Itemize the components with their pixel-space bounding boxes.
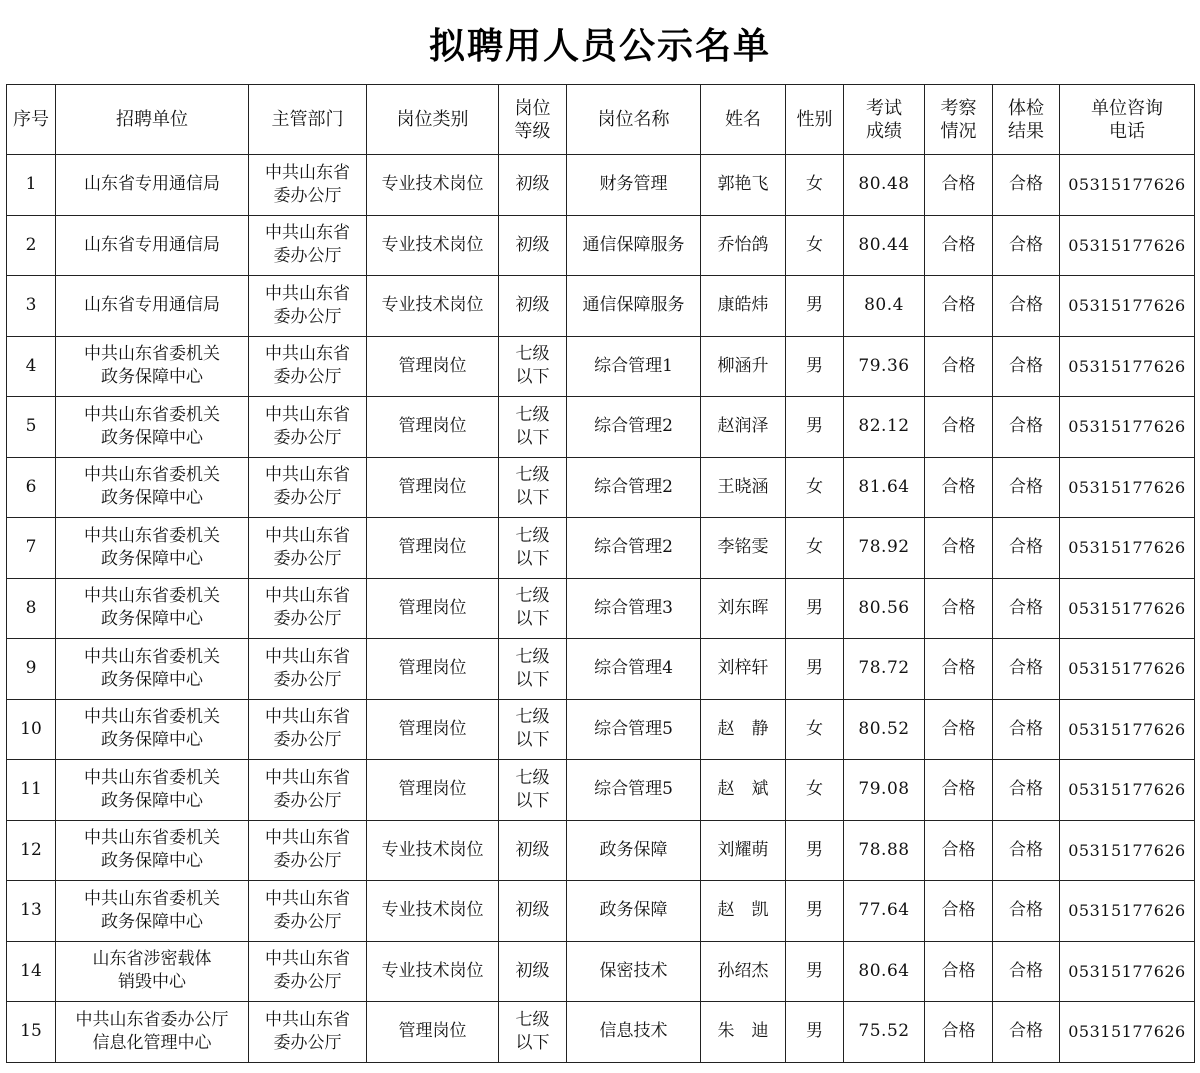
cell-inspection: 合格 [925, 760, 993, 821]
table-row [7, 699, 1195, 760]
table-row [7, 881, 1195, 942]
cell-post-category: 管理岗位 [367, 397, 499, 458]
cell-gender: 男 [786, 578, 844, 639]
cell-post-level: 七级 以下 [499, 699, 567, 760]
cell-contact-phone: 05315177626 [1060, 155, 1195, 216]
cell-gender: 女 [786, 457, 844, 518]
cell-index: 12 [7, 820, 56, 881]
cell-contact-phone: 05315177626 [1060, 699, 1195, 760]
cell-name: 朱 迪 [701, 1002, 786, 1063]
cell-recruiting-unit: 山东省专用通信局 [56, 215, 249, 276]
cell-gender: 男 [786, 820, 844, 881]
cell-post-level: 七级 以下 [499, 1002, 567, 1063]
cell-contact-phone: 05315177626 [1060, 336, 1195, 397]
cell-recruiting-unit: 中共山东省委机关 政务保障中心 [56, 820, 249, 881]
cell-index: 6 [7, 457, 56, 518]
cell-exam-score: 81.64 [844, 457, 925, 518]
page-title: 拟聘用人员公示名单 [428, 25, 771, 67]
cell-recruiting-unit: 中共山东省委机关 政务保障中心 [56, 699, 249, 760]
cell-post-name: 综合管理2 [567, 518, 701, 579]
cell-contact-phone: 05315177626 [1060, 397, 1195, 458]
header-recruiting-unit: 招聘单位 [56, 85, 249, 155]
cell-post-level: 七级 以下 [499, 457, 567, 518]
cell-supervising-dept: 中共山东省 委办公厅 [249, 276, 367, 337]
cell-medical-exam: 合格 [993, 1002, 1060, 1063]
cell-contact-phone: 05315177626 [1060, 881, 1195, 942]
cell-post-name: 综合管理5 [567, 760, 701, 821]
cell-post-category: 专业技术岗位 [367, 941, 499, 1002]
header-gender: 性别 [786, 85, 844, 155]
cell-contact-phone: 05315177626 [1060, 760, 1195, 821]
cell-name: 王晓涵 [701, 457, 786, 518]
cell-supervising-dept: 中共山东省 委办公厅 [249, 760, 367, 821]
cell-gender: 男 [786, 941, 844, 1002]
cell-name: 郭艳飞 [701, 155, 786, 216]
cell-recruiting-unit: 山东省专用通信局 [56, 155, 249, 216]
cell-exam-score: 78.72 [844, 639, 925, 700]
cell-name: 赵 凯 [701, 881, 786, 942]
cell-recruiting-unit: 中共山东省委机关 政务保障中心 [56, 881, 249, 942]
table-row [7, 941, 1195, 1002]
cell-gender: 女 [786, 699, 844, 760]
cell-post-category: 管理岗位 [367, 699, 499, 760]
cell-contact-phone: 05315177626 [1060, 276, 1195, 337]
cell-supervising-dept: 中共山东省 委办公厅 [249, 699, 367, 760]
cell-name: 康皓炜 [701, 276, 786, 337]
cell-post-name: 信息技术 [567, 1002, 701, 1063]
cell-name: 刘耀萌 [701, 820, 786, 881]
cell-exam-score: 80.4 [844, 276, 925, 337]
cell-post-category: 管理岗位 [367, 518, 499, 579]
cell-supervising-dept: 中共山东省 委办公厅 [249, 397, 367, 458]
cell-inspection: 合格 [925, 215, 993, 276]
cell-supervising-dept: 中共山东省 委办公厅 [249, 457, 367, 518]
table-row [7, 276, 1195, 337]
cell-exam-score: 77.64 [844, 881, 925, 942]
table-row [7, 155, 1195, 216]
cell-gender: 女 [786, 760, 844, 821]
cell-post-name: 政务保障 [567, 881, 701, 942]
cell-gender: 男 [786, 881, 844, 942]
cell-recruiting-unit: 中共山东省委机关 政务保障中心 [56, 639, 249, 700]
cell-contact-phone: 05315177626 [1060, 820, 1195, 881]
cell-contact-phone: 05315177626 [1060, 215, 1195, 276]
cell-post-level: 初级 [499, 215, 567, 276]
cell-gender: 男 [786, 639, 844, 700]
header-post-name: 岗位名称 [567, 85, 701, 155]
cell-post-level: 七级 以下 [499, 639, 567, 700]
cell-medical-exam: 合格 [993, 518, 1060, 579]
cell-index: 4 [7, 336, 56, 397]
cell-inspection: 合格 [925, 336, 993, 397]
cell-post-level: 七级 以下 [499, 518, 567, 579]
cell-post-category: 专业技术岗位 [367, 215, 499, 276]
cell-supervising-dept: 中共山东省 委办公厅 [249, 1002, 367, 1063]
cell-index: 13 [7, 881, 56, 942]
cell-contact-phone: 05315177626 [1060, 639, 1195, 700]
cell-inspection: 合格 [925, 518, 993, 579]
table-body [7, 155, 1195, 1063]
cell-post-level: 初级 [499, 276, 567, 337]
cell-gender: 男 [786, 397, 844, 458]
cell-post-category: 管理岗位 [367, 336, 499, 397]
cell-inspection: 合格 [925, 1002, 993, 1063]
table-row [7, 336, 1195, 397]
cell-medical-exam: 合格 [993, 578, 1060, 639]
cell-post-level: 七级 以下 [499, 336, 567, 397]
cell-contact-phone: 05315177626 [1060, 518, 1195, 579]
cell-post-name: 综合管理5 [567, 699, 701, 760]
cell-gender: 女 [786, 215, 844, 276]
cell-recruiting-unit: 中共山东省委机关 政务保障中心 [56, 518, 249, 579]
cell-post-category: 专业技术岗位 [367, 155, 499, 216]
cell-contact-phone: 05315177626 [1060, 1002, 1195, 1063]
cell-medical-exam: 合格 [993, 699, 1060, 760]
cell-index: 10 [7, 699, 56, 760]
cell-exam-score: 79.36 [844, 336, 925, 397]
cell-exam-score: 80.64 [844, 941, 925, 1002]
cell-inspection: 合格 [925, 820, 993, 881]
cell-gender: 男 [786, 1002, 844, 1063]
cell-name: 赵 斌 [701, 760, 786, 821]
header-supervising-dept: 主管部门 [249, 85, 367, 155]
cell-name: 孙绍杰 [701, 941, 786, 1002]
cell-name: 刘东晖 [701, 578, 786, 639]
cell-inspection: 合格 [925, 941, 993, 1002]
cell-medical-exam: 合格 [993, 820, 1060, 881]
cell-exam-score: 78.88 [844, 820, 925, 881]
header-index: 序号 [7, 85, 56, 155]
cell-name: 赵润泽 [701, 397, 786, 458]
cell-post-category: 专业技术岗位 [367, 881, 499, 942]
cell-post-name: 保密技术 [567, 941, 701, 1002]
cell-supervising-dept: 中共山东省 委办公厅 [249, 941, 367, 1002]
header-exam-score: 考试 成绩 [844, 85, 925, 155]
cell-inspection: 合格 [925, 457, 993, 518]
cell-post-level: 初级 [499, 941, 567, 1002]
cell-supervising-dept: 中共山东省 委办公厅 [249, 215, 367, 276]
cell-medical-exam: 合格 [993, 336, 1060, 397]
cell-supervising-dept: 中共山东省 委办公厅 [249, 518, 367, 579]
cell-exam-score: 80.56 [844, 578, 925, 639]
table-header-row [7, 85, 1195, 155]
cell-recruiting-unit: 山东省专用通信局 [56, 276, 249, 337]
table-row [7, 639, 1195, 700]
cell-contact-phone: 05315177626 [1060, 457, 1195, 518]
cell-index: 9 [7, 639, 56, 700]
cell-post-name: 通信保障服务 [567, 276, 701, 337]
cell-recruiting-unit: 山东省涉密载体 销毁中心 [56, 941, 249, 1002]
cell-post-level: 七级 以下 [499, 760, 567, 821]
cell-inspection: 合格 [925, 155, 993, 216]
cell-exam-score: 80.48 [844, 155, 925, 216]
cell-post-level: 初级 [499, 820, 567, 881]
table-row [7, 215, 1195, 276]
cell-inspection: 合格 [925, 578, 993, 639]
table-row [7, 1002, 1195, 1063]
cell-post-name: 综合管理2 [567, 397, 701, 458]
cell-exam-score: 79.08 [844, 760, 925, 821]
cell-gender: 男 [786, 276, 844, 337]
cell-post-category: 专业技术岗位 [367, 276, 499, 337]
cell-post-name: 综合管理2 [567, 457, 701, 518]
cell-medical-exam: 合格 [993, 639, 1060, 700]
header-post-level: 岗位 等级 [499, 85, 567, 155]
cell-medical-exam: 合格 [993, 760, 1060, 821]
cell-contact-phone: 05315177626 [1060, 578, 1195, 639]
cell-post-name: 综合管理3 [567, 578, 701, 639]
cell-gender: 女 [786, 155, 844, 216]
cell-supervising-dept: 中共山东省 委办公厅 [249, 336, 367, 397]
cell-supervising-dept: 中共山东省 委办公厅 [249, 155, 367, 216]
cell-post-name: 财务管理 [567, 155, 701, 216]
cell-medical-exam: 合格 [993, 215, 1060, 276]
cell-post-name: 综合管理1 [567, 336, 701, 397]
table-row [7, 760, 1195, 821]
cell-exam-score: 75.52 [844, 1002, 925, 1063]
cell-recruiting-unit: 中共山东省委机关 政务保障中心 [56, 397, 249, 458]
cell-gender: 女 [786, 518, 844, 579]
cell-index: 14 [7, 941, 56, 1002]
table-row [7, 397, 1195, 458]
header-name: 姓名 [701, 85, 786, 155]
header-contact-phone: 单位咨询 电话 [1060, 85, 1195, 155]
cell-recruiting-unit: 中共山东省委机关 政务保障中心 [56, 578, 249, 639]
cell-recruiting-unit: 中共山东省委机关 政务保障中心 [56, 336, 249, 397]
header-post-category: 岗位类别 [367, 85, 499, 155]
cell-index: 2 [7, 215, 56, 276]
cell-name: 李铭雯 [701, 518, 786, 579]
cell-medical-exam: 合格 [993, 881, 1060, 942]
cell-index: 15 [7, 1002, 56, 1063]
cell-index: 5 [7, 397, 56, 458]
cell-index: 3 [7, 276, 56, 337]
cell-contact-phone: 05315177626 [1060, 941, 1195, 1002]
header-medical-exam: 体检 结果 [993, 85, 1060, 155]
cell-supervising-dept: 中共山东省 委办公厅 [249, 881, 367, 942]
cell-index: 7 [7, 518, 56, 579]
cell-index: 8 [7, 578, 56, 639]
cell-exam-score: 78.92 [844, 518, 925, 579]
cell-post-category: 管理岗位 [367, 639, 499, 700]
cell-supervising-dept: 中共山东省 委办公厅 [249, 639, 367, 700]
cell-name: 柳涵升 [701, 336, 786, 397]
cell-post-level: 七级 以下 [499, 578, 567, 639]
cell-inspection: 合格 [925, 276, 993, 337]
cell-recruiting-unit: 中共山东省委机关 政务保障中心 [56, 457, 249, 518]
cell-inspection: 合格 [925, 639, 993, 700]
table-row [7, 518, 1195, 579]
cell-post-name: 政务保障 [567, 820, 701, 881]
cell-index: 1 [7, 155, 56, 216]
cell-medical-exam: 合格 [993, 276, 1060, 337]
cell-post-name: 综合管理4 [567, 639, 701, 700]
cell-post-level: 初级 [499, 155, 567, 216]
cell-exam-score: 82.12 [844, 397, 925, 458]
cell-post-name: 通信保障服务 [567, 215, 701, 276]
cell-post-category: 管理岗位 [367, 1002, 499, 1063]
cell-recruiting-unit: 中共山东省委办公厅 信息化管理中心 [56, 1002, 249, 1063]
cell-post-category: 管理岗位 [367, 457, 499, 518]
cell-inspection: 合格 [925, 881, 993, 942]
cell-medical-exam: 合格 [993, 941, 1060, 1002]
header-inspection: 考察 情况 [925, 85, 993, 155]
table-row [7, 820, 1195, 881]
cell-name: 赵 静 [701, 699, 786, 760]
cell-post-category: 管理岗位 [367, 578, 499, 639]
cell-medical-exam: 合格 [993, 457, 1060, 518]
cell-gender: 男 [786, 336, 844, 397]
personnel-table [6, 84, 1195, 1063]
cell-inspection: 合格 [925, 699, 993, 760]
cell-post-category: 专业技术岗位 [367, 820, 499, 881]
cell-index: 11 [7, 760, 56, 821]
cell-exam-score: 80.52 [844, 699, 925, 760]
cell-supervising-dept: 中共山东省 委办公厅 [249, 578, 367, 639]
table-row [7, 457, 1195, 518]
cell-exam-score: 80.44 [844, 215, 925, 276]
cell-supervising-dept: 中共山东省 委办公厅 [249, 820, 367, 881]
cell-name: 乔怡鸽 [701, 215, 786, 276]
cell-post-category: 管理岗位 [367, 760, 499, 821]
cell-post-level: 初级 [499, 881, 567, 942]
cell-medical-exam: 合格 [993, 397, 1060, 458]
table-row [7, 578, 1195, 639]
cell-recruiting-unit: 中共山东省委机关 政务保障中心 [56, 760, 249, 821]
cell-medical-exam: 合格 [993, 155, 1060, 216]
cell-post-level: 七级 以下 [499, 397, 567, 458]
cell-inspection: 合格 [925, 397, 993, 458]
cell-name: 刘梓轩 [701, 639, 786, 700]
